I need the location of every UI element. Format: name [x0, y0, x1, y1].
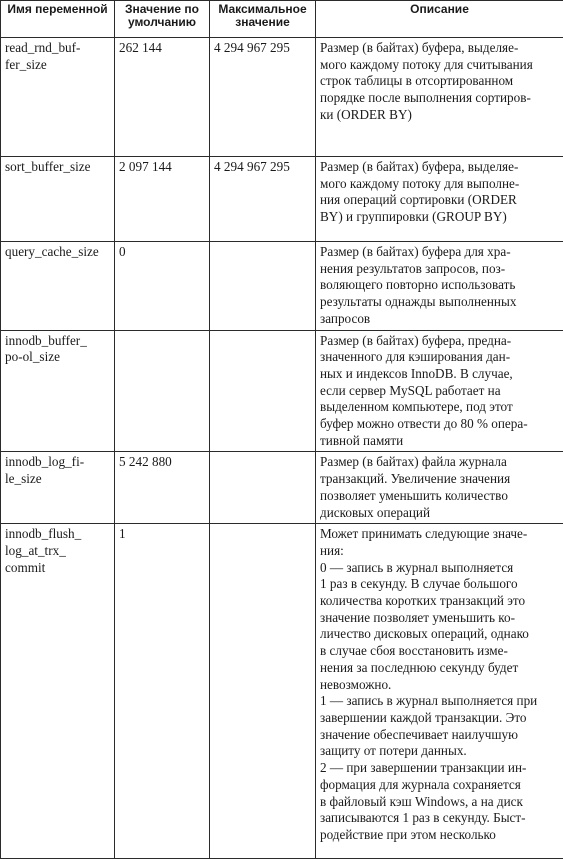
description-line: если сервер MySQL работает на	[320, 383, 560, 400]
variable-name-line: sort_buffer_size	[5, 159, 111, 176]
description-line: строк таблицы в отсортированном	[320, 73, 560, 90]
description-line: Размер (в байтах) буфера, выделяе-	[320, 40, 560, 57]
description-line: 1 раз в секунду. В случае большого	[320, 576, 560, 593]
description-line: формация для журнала сохраняется	[320, 777, 560, 794]
header-row	[1, 1, 563, 38]
cell-description	[316, 38, 563, 157]
cell-max-value	[210, 242, 316, 331]
variable-name-line: innodb_log_fi-	[5, 454, 111, 471]
description-line: 2 — при завершении транзакции ин-	[320, 760, 560, 777]
description-line: дисковых операций	[320, 505, 560, 522]
cell-variable-name	[1, 157, 115, 242]
cell-variable-name	[1, 38, 115, 157]
description-line: нения результатов запросов, поз-	[320, 261, 560, 278]
description-line: Размер (в байтах) буфера, предна-	[320, 333, 560, 350]
variable-name-line: innodb_buffer_	[5, 333, 111, 350]
description-line: ния операций сортировки (ORDER	[320, 192, 560, 209]
description-line: записываются 1 раз в секунду. Быст-	[320, 810, 560, 827]
cell-default-value: 0	[115, 242, 210, 331]
description-line: личество дисковых операций, однако	[320, 626, 560, 643]
description-line: Может принимать следующие значе-	[320, 526, 560, 543]
table-row	[1, 242, 563, 331]
variable-name-line: fer_size	[5, 57, 111, 74]
cell-max-value	[210, 452, 316, 524]
description-line: ных и индексов InnoDB. В случае,	[320, 366, 560, 383]
cell-variable-name	[1, 242, 115, 331]
description-line: значение позволяет уменьшить ко-	[320, 610, 560, 627]
description-line: Размер (в байтах) файла журнала	[320, 454, 560, 471]
variable-name-line: innodb_flush_	[5, 526, 111, 543]
cell-description	[316, 330, 563, 452]
description-line: в случае сбоя восстановить изме-	[320, 643, 560, 660]
variable-name-line: log_at_trx_	[5, 543, 111, 560]
cell-description	[316, 524, 563, 859]
cell-default-value	[115, 330, 210, 452]
cell-description	[316, 242, 563, 331]
description-line: позволяет уменьшить количество	[320, 488, 560, 505]
cell-default-value: 262 144	[115, 38, 210, 157]
table-row	[1, 452, 563, 524]
header-description: Описание	[316, 1, 563, 38]
description-line: завершении каждой транзакции. Это	[320, 710, 560, 727]
description-line: 0 — запись в журнал выполняется	[320, 560, 560, 577]
cell-max-value	[210, 330, 316, 452]
cell-variable-name	[1, 524, 115, 859]
table-row	[1, 330, 563, 452]
description-line: нения за последнюю секунду будет	[320, 660, 560, 677]
description-line: запросов	[320, 311, 560, 328]
variable-name-line: query_cache_size	[5, 244, 111, 261]
table-row	[1, 38, 563, 157]
description-line: ния:	[320, 543, 560, 560]
cell-default-value: 5 242 880	[115, 452, 210, 524]
variable-name-line: commit	[5, 560, 111, 577]
header-variable-name: Имя переменной	[1, 1, 115, 38]
description-line: защиту от потери данных.	[320, 743, 560, 760]
description-line: значение обеспечивает наилучшую	[320, 727, 560, 744]
variable-name-line: read_rnd_buf-	[5, 40, 111, 57]
description-line: BY) и группировки (GROUP BY)	[320, 209, 560, 226]
description-line: мого каждому потоку для выполне-	[320, 176, 560, 193]
variable-name-line: po-ol_size	[5, 349, 111, 366]
table-row	[1, 524, 563, 859]
cell-max-value: 4 294 967 295	[210, 38, 316, 157]
header-max-value: Максимальное значение	[210, 1, 316, 38]
table-row	[1, 157, 563, 242]
cell-default-value: 1	[115, 524, 210, 859]
variable-name-line: le_size	[5, 471, 111, 488]
cell-variable-name	[1, 452, 115, 524]
description-line: невозможно.	[320, 677, 560, 694]
description-line: Размер (в байтах) буфера, выделяе-	[320, 159, 560, 176]
description-line: количества коротких транзакций это	[320, 593, 560, 610]
cell-max-value	[210, 524, 316, 859]
cell-variable-name	[1, 330, 115, 452]
description-line: Размер (в байтах) буфера для хра-	[320, 244, 560, 261]
description-line: родействие при этом несколько	[320, 827, 560, 844]
description-line: тивной памяти	[320, 433, 560, 450]
description-line: мого каждому потоку для считывания	[320, 57, 560, 74]
cell-max-value: 4 294 967 295	[210, 157, 316, 242]
description-line: в файловый кэш Windows, а на диск	[320, 794, 560, 811]
cell-description	[316, 157, 563, 242]
description-line: буфер можно отвести до 80 % опера-	[320, 416, 560, 433]
description-line: транзакций. Увеличение значения	[320, 471, 560, 488]
cell-default-value: 2 097 144	[115, 157, 210, 242]
description-line: значенного для кэширования дан-	[320, 349, 560, 366]
header-default-value: Значение по умолчанию	[115, 1, 210, 38]
description-line: результаты однажды выполненных	[320, 294, 560, 311]
description-line: ки (ORDER BY)	[320, 107, 560, 124]
description-line: воляющего повторно использовать	[320, 277, 560, 294]
description-line: порядке после выполнения сортиров-	[320, 90, 560, 107]
description-line: 1 — запись в журнал выполняется при	[320, 693, 560, 710]
description-line: выделенном компьютере, под этот	[320, 399, 560, 416]
cell-description	[316, 452, 563, 524]
